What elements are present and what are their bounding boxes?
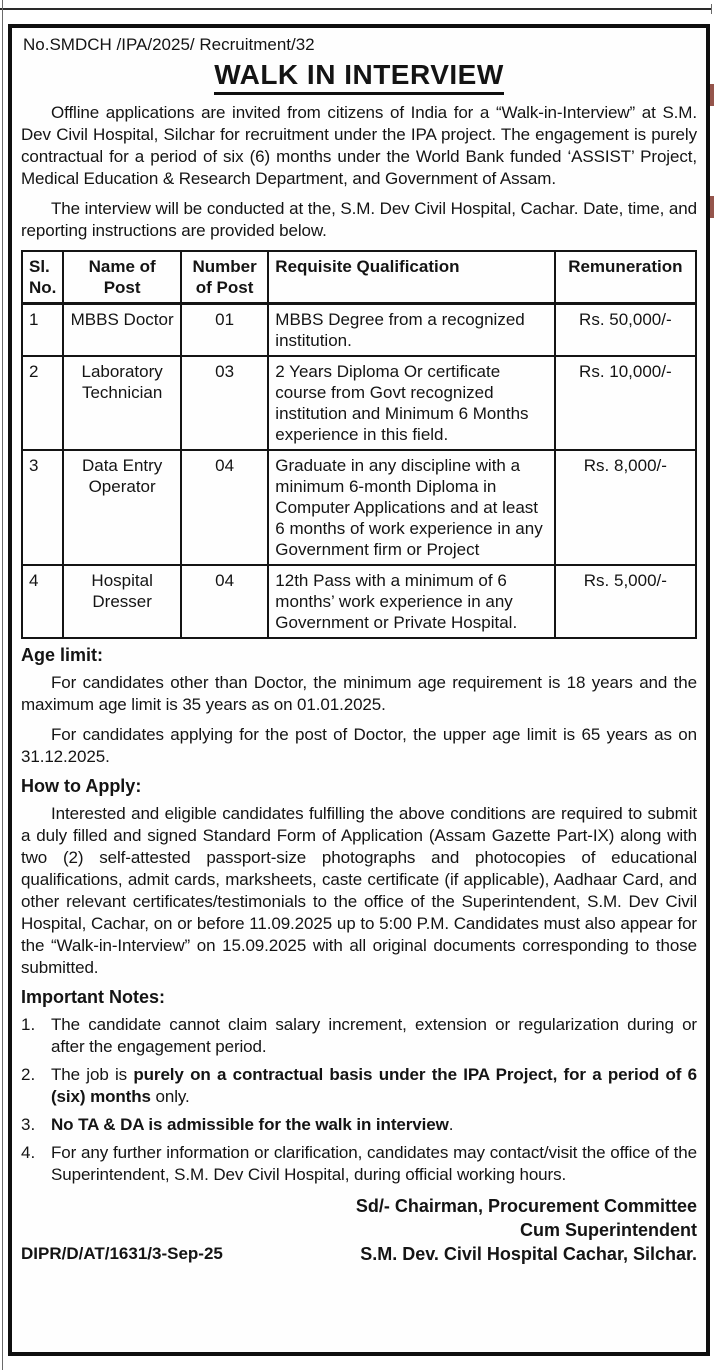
cell-post-name: MBBS Doctor: [63, 304, 180, 357]
cell-remuneration: Rs. 8,000/-: [555, 450, 696, 565]
cell-post-name: Laboratory Technician: [63, 356, 180, 450]
cell-sl-no: 1: [22, 304, 63, 357]
intro-paragraph: Offline applications are invited from citizens of India for a “Walk-in-Interview” at S.M. Dev Civil Hospital, Silchar for recruitment under the IPA project. The engagement is purely contractual for a period of six (6) months under the World Bank funded ‘ASSIST’ Project, Medical Education & Research Department, and Government of Assam.: [21, 103, 697, 188]
table-row: [22, 356, 696, 450]
page-title: WALK IN INTERVIEW: [214, 59, 504, 95]
note-text: For any further information or clarification, candidates may contact/visit the office of the Superintendent, S.M. Dev Civil Hospital, during official working hours.: [51, 1143, 697, 1184]
note-item: [21, 1014, 697, 1058]
cell-post-name: Data Entry Operator: [63, 450, 180, 565]
table-row: [22, 565, 696, 638]
cell-sl-no: 4: [22, 565, 63, 638]
title-wrap: [21, 59, 697, 95]
important-notes-heading: Important Notes:: [21, 987, 165, 1007]
cell-post-count: 01: [181, 304, 268, 357]
interview-details-paragraph: The interview will be conducted at the, S.M. Dev Civil Hospital, Cachar. Date, time, and reporting instructions are provided below.: [21, 199, 697, 240]
note-text: The job is purely on a contractual basis under the IPA Project, for a period of 6 (six) months only.: [51, 1065, 697, 1106]
age-limit-paragraph-2: For candidates applying for the post of Doctor, the upper age limit is 65 years as on 31.12.2025.: [21, 725, 697, 766]
posts-table-header: [22, 251, 696, 304]
column-header-requisite-qualification: Requisite Qualification: [268, 251, 554, 304]
newspaper-right-column-rule: [711, 4, 712, 14]
column-header-sl-no: Sl. No.: [22, 251, 63, 304]
note-item: [21, 1064, 697, 1108]
cell-qualification: 2 Years Diploma Or certificate course from Govt recognized institution and Minimum 6 Months experience in this field.: [268, 356, 554, 450]
column-header-remuneration: Remuneration: [555, 251, 696, 304]
note-text: No TA & DA is admissible for the walk in interview.: [51, 1115, 454, 1134]
column-header-number-of-post: Number of Post: [181, 251, 268, 304]
table-row: [22, 304, 696, 357]
footer-row: [21, 1242, 697, 1266]
note-number: 1.: [21, 1015, 36, 1034]
note-number: 2.: [21, 1065, 36, 1084]
cell-remuneration: Rs. 10,000/-: [555, 356, 696, 450]
how-to-apply-paragraph: Interested and eligible candidates fulfilling the above conditions are required to submit a duly filled and signed Standard Form of Application (Assam Gazette Part-IX) along with two (2) self-attested passport-size photographs and photocopies of educational qualifications, admit cards, marksheets, caste certificate (if applicable), Aadhaar Card, and other relevant certificates/testimonials to the office of the Superintendent, S.M. Dev Civil Hospital, Cachar, on or before 11.09.2025 up to 5:00 P.M. Candidates must also appear for the “Walk-in-Interview” on 15.09.2025 with all original documents corresponding to those submitted.: [21, 804, 697, 977]
cell-remuneration: Rs. 5,000/-: [555, 565, 696, 638]
newspaper-top-rule: [0, 8, 712, 10]
newspaper-left-column-rule: [2, 0, 3, 1370]
column-header-name-of-post: Name of Post: [63, 251, 180, 304]
cell-post-count: 03: [181, 356, 268, 450]
cell-sl-no: 2: [22, 356, 63, 450]
cell-qualification: 12th Pass with a minimum of 6 months’ work experience in any Government or Private Hospital.: [268, 565, 554, 638]
signature-line-2: Cum Superintendent: [519, 1220, 697, 1240]
note-number: 4.: [21, 1143, 36, 1162]
note-number: 3.: [21, 1115, 36, 1134]
age-limit-paragraph-1: For candidates other than Doctor, the minimum age requirement is 18 years and the maximum age limit is 35 years as on 01.01.2025.: [21, 673, 697, 714]
how-to-apply-heading: How to Apply:: [21, 776, 142, 796]
cell-qualification: MBBS Degree from a recognized institution.: [268, 304, 554, 357]
signature-line-3: S.M. Dev. Civil Hospital Cachar, Silchar.: [360, 1244, 697, 1264]
age-limit-heading: Age limit:: [21, 645, 104, 665]
cell-post-count: 04: [181, 565, 268, 638]
posts-table: [21, 250, 697, 639]
note-item: [21, 1114, 697, 1136]
dipr-reference: DIPR/D/AT/1631/3-Sep-25: [21, 1244, 223, 1263]
table-row: [22, 450, 696, 565]
note-item: [21, 1142, 697, 1186]
cell-remuneration: Rs. 50,000/-: [555, 304, 696, 357]
cell-post-name: Hospital Dresser: [63, 565, 180, 638]
note-text: The candidate cannot claim salary increment, extension or regularization during or after the engagement period.: [51, 1015, 697, 1056]
cell-qualification: Graduate in any discipline with a minimum 6-month Diploma in Computer Applications and at least 6 months of work experience in any Government firm or Project: [268, 450, 554, 565]
signature-line-1: Sd/- Chairman, Procurement Committee: [355, 1196, 697, 1216]
signature-block: [21, 1194, 697, 1242]
reference-number: No.SMDCH /IPA/2025/ Recruitment/32: [23, 35, 315, 54]
recruitment-notice-box: [8, 24, 710, 1356]
cell-post-count: 04: [181, 450, 268, 565]
cell-sl-no: 3: [22, 450, 63, 565]
